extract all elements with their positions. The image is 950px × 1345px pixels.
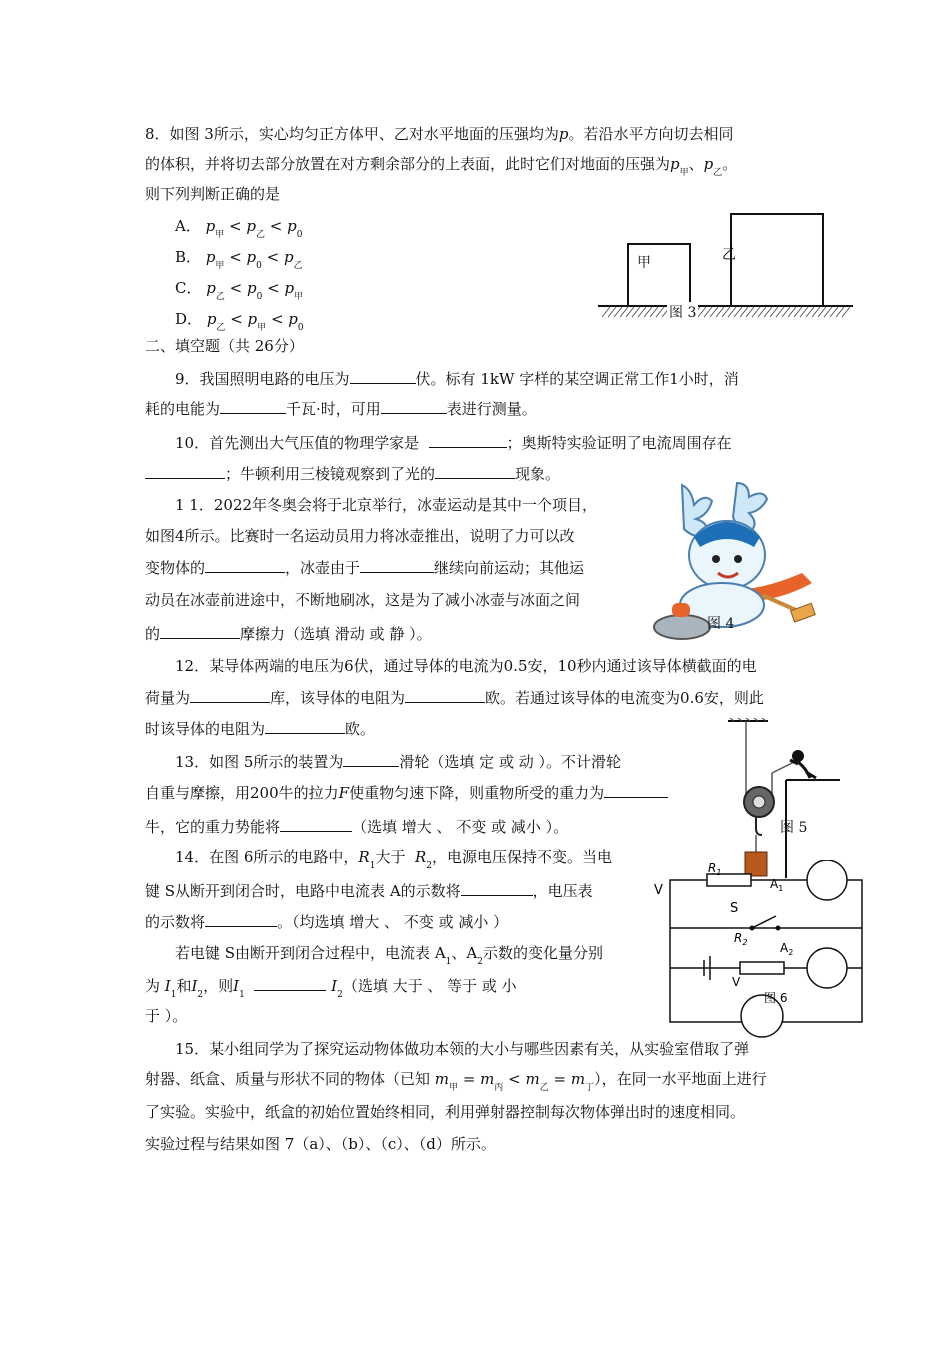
- q8-line2: 的体积，并将切去部分放置在对方剩余部分的上表面，此时它们对地面的压强为$p_甲$、$p_乙$。: [145, 155, 738, 178]
- q10-line1: 10．首先测出大气压值的物理学家是 ；奥斯特实验证明了电流周围存在: [175, 434, 732, 452]
- q9-line2: 耗的电能为 千瓦·时，可用 表进行测量。: [145, 400, 537, 418]
- answer-blank[interactable]: [343, 751, 399, 767]
- q14-line3: 的示数将 。（均选填 增大 、 不变 或 减小 ）: [145, 913, 509, 931]
- option-label: C．: [175, 279, 202, 297]
- person-pulling-icon: [790, 750, 816, 778]
- answer-blank[interactable]: [145, 463, 225, 479]
- answer-blank[interactable]: [190, 687, 270, 703]
- v-label: V: [732, 975, 741, 989]
- q11-line3: 变物体的 ，冰壶由于 继续向前运动；其他运: [145, 559, 585, 577]
- q15-line4: 实验过程与结果如图 7（a）、（b）、（c）、（d）所示。: [145, 1135, 496, 1153]
- cube-yi: [730, 213, 824, 307]
- option-label: A．: [175, 217, 201, 235]
- answer-blank[interactable]: [381, 398, 447, 414]
- answer-blank[interactable]: [405, 687, 485, 703]
- r2-label: $R_2$: [734, 931, 748, 947]
- q12-line1: 12．某导体两端的电压为6伏，通过导体的电流为0.5安，10秒内通过该导体横截面的电: [175, 657, 757, 675]
- cube-yi-label: 乙: [722, 247, 736, 263]
- answer-blank[interactable]: [350, 368, 416, 384]
- switch-label: S: [730, 901, 739, 916]
- fig6-caption: 图 6: [764, 991, 788, 1005]
- cube-jia-label: 甲: [637, 255, 651, 271]
- option-label: D．: [175, 310, 203, 328]
- q8-text: 的体积，并将切去部分放置在对方剩余部分的上表面，此时它们对地面的压强为: [145, 155, 671, 173]
- answer-blank[interactable]: [435, 463, 515, 479]
- fig4-caption: 图 4: [707, 616, 735, 632]
- q15-line3: 了实验。实验中，纸盒的初始位置始终相同，利用弹射器控制每次物体弹出时的速度相同。: [145, 1103, 746, 1121]
- answer-blank[interactable]: [220, 398, 286, 414]
- option-label: B．: [175, 248, 202, 266]
- q14-line1: 14．在图 6所示的电路中，$R_1$大于 $R_2$，电源电压保持不变。当电: [175, 848, 613, 871]
- q14-line6: 于 ）。: [145, 1007, 188, 1025]
- q14-line5: 为 $I_1$和$I_2$，则$I_1$ $I_2$（选填 大于 、 等于 或 小: [145, 977, 517, 1000]
- q11-line4: 动员在冰壶前进途中，不断地刷冰，这是为了减小冰壶与冰面之间: [145, 591, 581, 609]
- q14-line4: 若电键 S由断开到闭合过程中，电流表 $A_1$、$A_2$示数的变化量分别: [175, 944, 603, 967]
- q8-line3: 则下列判断正确的是: [145, 185, 281, 203]
- answer-blank[interactable]: [265, 718, 345, 734]
- fig3-caption: 图 3: [667, 302, 698, 322]
- q8-option-b[interactable]: B． $p_甲 < p_0 < p_乙$: [175, 248, 303, 271]
- answer-blank[interactable]: [461, 880, 533, 896]
- q15-line1: 15．某小组同学为了探究运动物体做功本领的大小与哪些因素有关，从实验室借取了弹: [175, 1040, 750, 1058]
- voltmeter-label: V: [654, 883, 663, 898]
- q8-option-c[interactable]: C． $p_乙 < p_0 < p_甲$: [175, 279, 304, 302]
- q8-text: 8．如图 3所示，实心均匀正方体甲、乙对水平地面的压强均为: [145, 125, 559, 143]
- q11-line5: 的 摩擦力（选填 滑动 或 静 ）。: [145, 625, 432, 643]
- answer-blank[interactable]: [360, 557, 434, 573]
- q10-line2: ；牛顿利用三棱镜观察到了光的 现象。: [145, 463, 560, 484]
- ground-hatch: [598, 305, 853, 319]
- q8-option-a[interactable]: A． $p_甲 < p_乙 < p_0$: [175, 217, 303, 240]
- answer-blank[interactable]: [429, 432, 507, 448]
- q11-line1: 1 1．2022年冬奥会将于北京举行，冰壶运动是其中一个项目，: [175, 496, 598, 514]
- answer-blank[interactable]: [604, 782, 668, 798]
- pulley-diagram: [728, 718, 840, 878]
- q14-line2: 键 S从断开到闭合时，电路中电流表 A的示数将 ，电压表: [145, 882, 593, 900]
- q12-line3: 时该导体的电阻为 欧。: [145, 720, 376, 738]
- symbol-p: p: [558, 125, 569, 143]
- q8-line1: [145, 124, 733, 144]
- q13-line2: 自重与摩擦，用200牛的拉力F使重物匀速下降，则重物所受的重力为: [145, 782, 668, 803]
- answer-blank[interactable]: [280, 816, 352, 832]
- a2-label: $A_2$: [780, 941, 794, 957]
- answer-blank[interactable]: [160, 623, 240, 639]
- q11-line2: 如图4所示。比赛时一名运动员用力将冰壶推出，说明了力可以改: [145, 527, 575, 545]
- answer-blank[interactable]: [205, 911, 277, 927]
- r1-label: $R_1$: [708, 861, 722, 877]
- a1-label: $A_1$: [770, 877, 784, 893]
- q9-line1: 9．我国照明电路的电压为 伏。标有 1kW 字样的某空调正常工作1小时，消: [175, 370, 739, 388]
- fig5-caption: 图 5: [780, 820, 808, 836]
- q8-text: 。若沿水平方向切去相同: [568, 125, 734, 143]
- q12-line2: 荷量为 库，该导体的电阻为 欧。若通过该导体的电流变为0.6安，则此: [145, 689, 764, 707]
- answer-blank[interactable]: [205, 557, 285, 573]
- q13-line3: 牛，它的重力势能将 （选填 增大 、 不变 或 减小 ）。: [145, 818, 569, 836]
- q8-option-d[interactable]: D． $p_乙 < p_甲 < p_0$: [175, 310, 304, 333]
- q15-line2: 射器、纸盒、质量与形状不同的物体（已知 $m_甲 = m_丙 < m_乙 = m_丁$），在同一水平地面上进行: [145, 1070, 767, 1093]
- answer-blank[interactable]: [254, 975, 326, 991]
- circuit-diagram: [652, 860, 864, 1038]
- q13-line1: 13．如图 5所示的装置为 滑轮（选填 定 或 动 ）。不计滑轮: [175, 753, 621, 771]
- section-title: 二、填空题（共 26分）: [145, 337, 304, 355]
